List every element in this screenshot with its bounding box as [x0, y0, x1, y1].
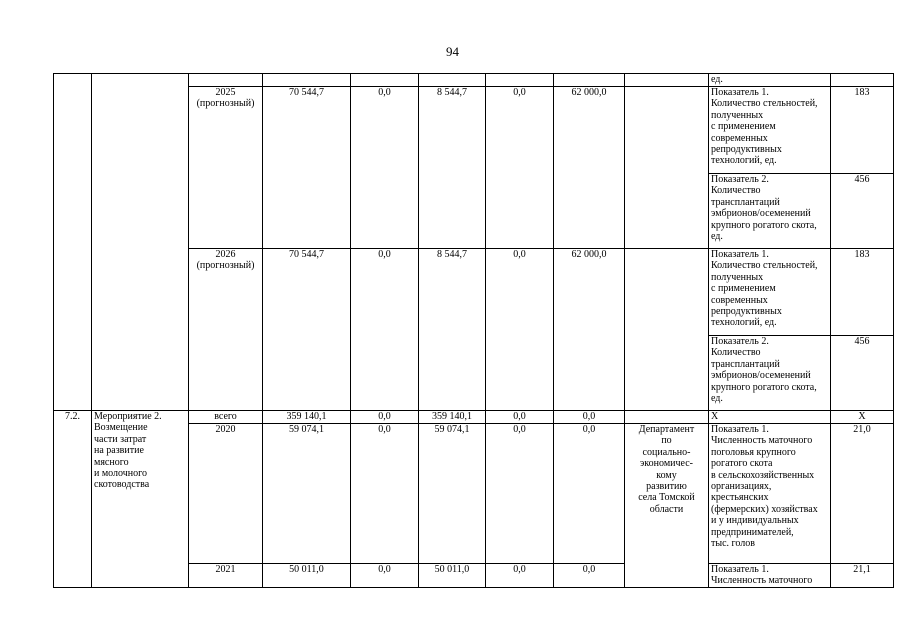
cell-regional: 359 140,1: [432, 411, 472, 422]
cell-year-note: (прогнозный): [196, 98, 255, 110]
cell-value: 21,1: [853, 564, 871, 575]
cell-year: 2020: [215, 424, 236, 435]
cell-local: 0,0: [513, 87, 526, 98]
cell-value: 183: [854, 249, 870, 260]
table-rule: [53, 410, 894, 411]
cell-indicator: Х: [711, 411, 719, 422]
cell-value: 456: [854, 336, 870, 347]
cell-value: Х: [858, 411, 866, 422]
cell-other: 0,0: [582, 411, 596, 422]
cell-indicator: Показатель 2. Количество трансплантаций эмбрионов/осеменений крупного рогатого скота, ед.: [711, 174, 817, 243]
cell-federal: 0,0: [378, 564, 391, 575]
cell-local: 0,0: [513, 424, 526, 435]
table-rule: [188, 73, 189, 588]
cell-year-note: (прогнозный): [196, 260, 255, 272]
table-rule: [830, 73, 831, 588]
cell-total: 70 544,7: [289, 249, 324, 260]
table-rule: [262, 73, 263, 588]
cell-year: 2021: [215, 564, 236, 575]
page-number: 94: [446, 44, 459, 59]
table-rule: [708, 173, 894, 174]
cell-federal: 0,0: [378, 249, 391, 260]
table-rule: [188, 563, 625, 564]
cell-total: 59 074,1: [289, 424, 324, 435]
cell-local: 0,0: [513, 411, 526, 422]
cell-indicator: Показатель 1. Численность маточного поголовья крупного рогатого скота в сельскохозяйственных организациях, крестьянских (фермерских) хозяйствах и у индивидуальных предпринимателей, тыс. голов: [711, 424, 818, 550]
cell-federal: 0,0: [378, 411, 391, 422]
table-rule: [624, 73, 625, 588]
table-rule: [708, 563, 894, 564]
cell-total: 70 544,7: [289, 87, 324, 98]
cell-measure: Мероприятие 2. Возмещение части затрат на развитие мясного и молочного скотоводства: [94, 411, 162, 491]
cell-indicator: Показатель 1. Численность маточного: [711, 564, 813, 587]
cell-indicator: ед.: [711, 74, 723, 85]
cell-federal: 0,0: [378, 87, 391, 98]
cell-indicator: Показатель 1. Количество стельностей, полученных с применением современных репродуктивных технологий, ед.: [711, 87, 818, 167]
cell-regional: 8 544,7: [437, 249, 467, 260]
table-rule: [708, 73, 709, 588]
cell-local: 0,0: [513, 564, 526, 575]
cell-other: 62 000,0: [571, 87, 607, 98]
table-rule: [350, 73, 351, 588]
cell-local: 0,0: [513, 249, 526, 260]
table-rule: [91, 73, 92, 588]
table-rule: [485, 73, 486, 588]
cell-other: 0,0: [582, 564, 596, 575]
table-rule: [188, 86, 894, 87]
cell-other: 0,0: [582, 424, 596, 435]
table-rule: [708, 335, 894, 336]
cell-regional: 8 544,7: [437, 87, 467, 98]
table-rule: [53, 73, 54, 588]
cell-federal: 0,0: [378, 424, 391, 435]
cell-indicator: Показатель 2. Количество трансплантаций эмбрионов/осеменений крупного рогатого скота, ед.: [711, 336, 817, 405]
cell-other: 62 000,0: [571, 249, 607, 260]
cell-number: 7.2.: [65, 411, 80, 422]
cell-executor: Департамент по социально- экономичес- кому развитию села Томской области: [638, 424, 695, 515]
table-rule: [553, 73, 554, 588]
cell-value: [831, 74, 893, 86]
table-rule: [893, 73, 894, 588]
cell-value: 183: [854, 87, 870, 98]
cell-year: 2026 (прогнозный): [189, 249, 262, 335]
cell-total: 50 011,0: [289, 564, 324, 575]
cell-total: 359 140,1: [286, 411, 327, 422]
cell-year: 2025 (прогнозный): [189, 87, 262, 173]
cell-value: 456: [854, 174, 870, 185]
table-rule: [188, 423, 894, 424]
table-rule: [53, 73, 894, 74]
program-table: [53, 73, 893, 587]
cell-regional: 50 011,0: [434, 564, 470, 575]
table-rule: [418, 73, 419, 588]
table-rule: [53, 587, 894, 588]
cell-indicator: Показатель 1. Количество стельностей, полученных с применением современных репродуктивных технологий, ед.: [711, 249, 818, 329]
table-rule: [188, 248, 894, 249]
cell-value: 21,0: [853, 424, 871, 435]
cell-year: всего: [214, 411, 237, 422]
cell-regional: 59 074,1: [434, 424, 470, 435]
